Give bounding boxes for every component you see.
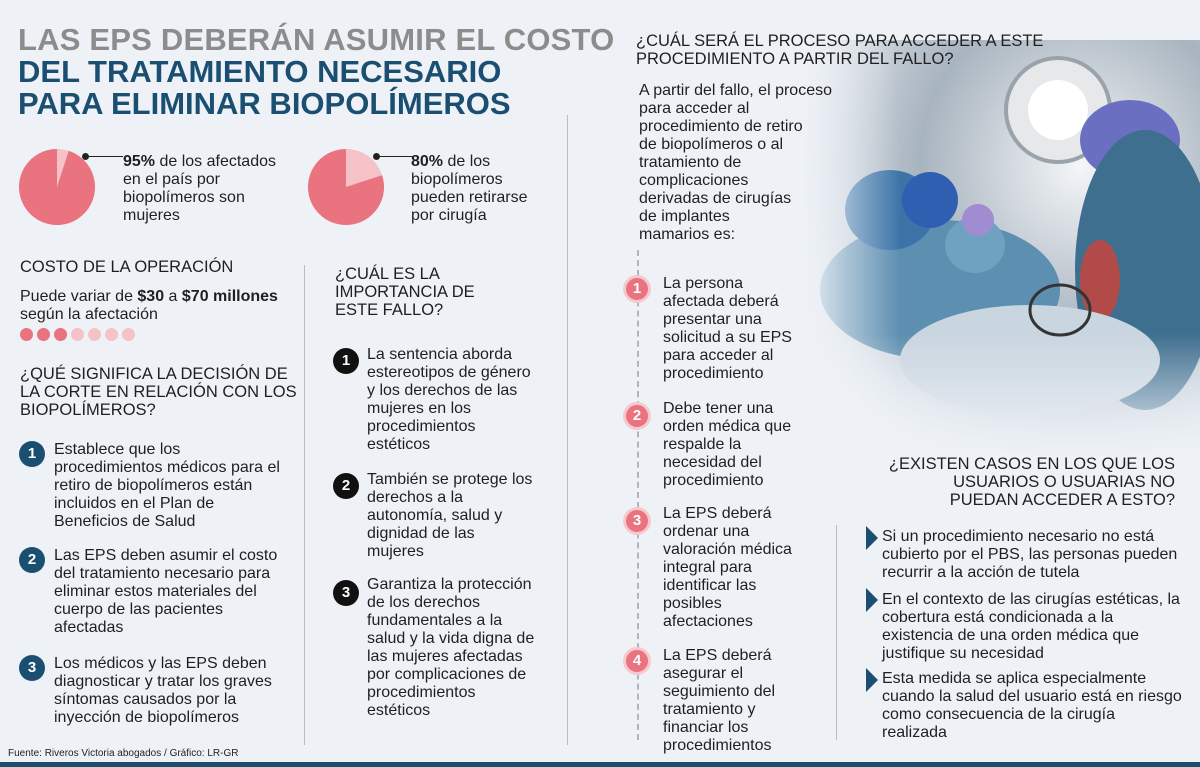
headline-line-1: LAS EPS DEBERÁN ASUMIR EL COSTO bbox=[18, 22, 615, 57]
column-divider bbox=[836, 525, 837, 740]
cost-dot bbox=[54, 328, 67, 341]
cost-dot bbox=[105, 328, 118, 341]
importance-item-3: Garantiza la protección de los derechos fundamentales a la salud y la vida digna de las mujeres afectadas por complicaciones de procedimientos estéticos bbox=[367, 576, 535, 719]
source-credit: Fuente: Riveros Victoria abogados / Gráfico: LR-GR bbox=[8, 748, 239, 759]
headline-line-3: PARA ELIMINAR BIOPOLÍMEROS bbox=[18, 86, 511, 121]
arrow-bullet-icon bbox=[866, 668, 878, 692]
process-intro: A partir del fallo, el proceso para acceder al procedimiento de retiro de biopolímeros o al tratamiento de complicaciones derivadas de cirugías de implantes mamarios es: bbox=[639, 82, 832, 243]
bottom-bar bbox=[0, 762, 1200, 767]
cost-scale-dots bbox=[20, 328, 139, 346]
exceptions-heading: ¿EXISTEN CASOS EN LOS QUE LOS USUARIOS O USUARIAS NO PUEDAN ACCEDER A ESTO? bbox=[888, 455, 1175, 509]
pie-chart-80 bbox=[307, 148, 385, 226]
surgery-photo bbox=[800, 40, 1200, 460]
importance-heading: ¿CUÁL ES LA IMPORTANCIA DE ESTE FALLO? bbox=[335, 265, 475, 319]
cost-text: Puede variar de $30 a $70 millones según la afectación bbox=[20, 288, 278, 323]
decision-number-2: 2 bbox=[19, 547, 45, 573]
arrow-bullet-icon bbox=[866, 526, 878, 550]
stat-95-text: 95% de los afectados en el país por biopolímeros son mujeres bbox=[123, 153, 276, 224]
exception-item-1: Si un procedimiento necesario no está cubierto por el PBS, las personas pueden recurrir a la acción de tutela bbox=[882, 528, 1178, 581]
importance-item-1: La sentencia aborda estereotipos de género y los derechos de las mujeres en los procedimientos estéticos bbox=[367, 346, 531, 453]
process-step-number-3: 3 bbox=[623, 507, 651, 535]
decision-number-3: 3 bbox=[19, 655, 45, 681]
pie-leader-line bbox=[83, 156, 123, 157]
process-step-4: La EPS deberá asegurar el seguimiento del tratamiento y financiar los procedimientos bbox=[663, 647, 776, 754]
cost-dot bbox=[122, 328, 135, 341]
importance-item-2: También se protege los derechos a la autonomía, salud y dignidad de las mujeres bbox=[367, 471, 533, 560]
decision-item-2: Las EPS deben asumir el costo del tratamiento necesario para eliminar estos materiales del cuerpo de las pacientes afectadas bbox=[54, 547, 278, 636]
process-step-number-2: 2 bbox=[623, 402, 651, 430]
pie-leader-dot bbox=[82, 153, 89, 160]
process-step-number-4: 4 bbox=[623, 647, 651, 675]
cost-dot bbox=[20, 328, 33, 341]
process-step-2: Debe tener una orden médica que respalde la necesidad del procedimiento bbox=[663, 400, 792, 489]
exception-item-2: En el contexto de las cirugías estéticas, la cobertura está condicionada a la existencia de una orden médica que justifique su necesidad bbox=[882, 591, 1180, 662]
headline-line-2: DEL TRATAMIENTO NECESARIO bbox=[18, 54, 502, 89]
importance-number-2: 2 bbox=[333, 473, 359, 499]
column-divider bbox=[567, 115, 568, 745]
decision-number-1: 1 bbox=[19, 441, 45, 467]
column-divider bbox=[304, 265, 305, 745]
process-heading: ¿CUÁL SERÁ EL PROCESO PARA ACCEDER A ESTE PROCEDIMIENTO A PARTIR DEL FALLO? bbox=[636, 32, 1044, 68]
arrow-bullet-icon bbox=[866, 588, 878, 612]
importance-number-1: 1 bbox=[333, 348, 359, 374]
importance-number-3: 3 bbox=[333, 580, 359, 606]
exception-item-3: Esta medida se aplica especialmente cuando la salud del usuario está en riesgo como consecuencia de la cirugía realizada bbox=[882, 670, 1182, 741]
cost-dot bbox=[37, 328, 50, 341]
cost-heading: COSTO DE LA OPERACIÓN bbox=[20, 258, 234, 276]
cost-dot bbox=[71, 328, 84, 341]
process-step-3: La EPS deberá ordenar una valoración médica integral para identificar las posibles afectaciones bbox=[663, 505, 792, 630]
pie-leader-dot bbox=[373, 153, 380, 160]
decision-heading: ¿QUÉ SIGNIFICA LA DECISIÓN DE LA CORTE EN RELACIÓN CON LOS BIOPOLÍMEROS? bbox=[20, 365, 297, 419]
cost-dot bbox=[88, 328, 101, 341]
decision-item-3: Los médicos y las EPS deben diagnosticar y tratar los graves síntomas causados por la inyección de biopolímeros bbox=[54, 655, 272, 726]
process-step-1: La persona afectada deberá presentar una solicitud a su EPS para acceder al procedimiento bbox=[663, 275, 792, 382]
decision-item-1: Establece que los procedimientos médicos para el retiro de biopolímeros están incluidos en el Plan de Beneficios de Salud bbox=[54, 441, 280, 530]
process-step-number-1: 1 bbox=[623, 275, 651, 303]
stat-80-text: 80% de los biopolímeros pueden retirarse por cirugía bbox=[411, 153, 528, 224]
